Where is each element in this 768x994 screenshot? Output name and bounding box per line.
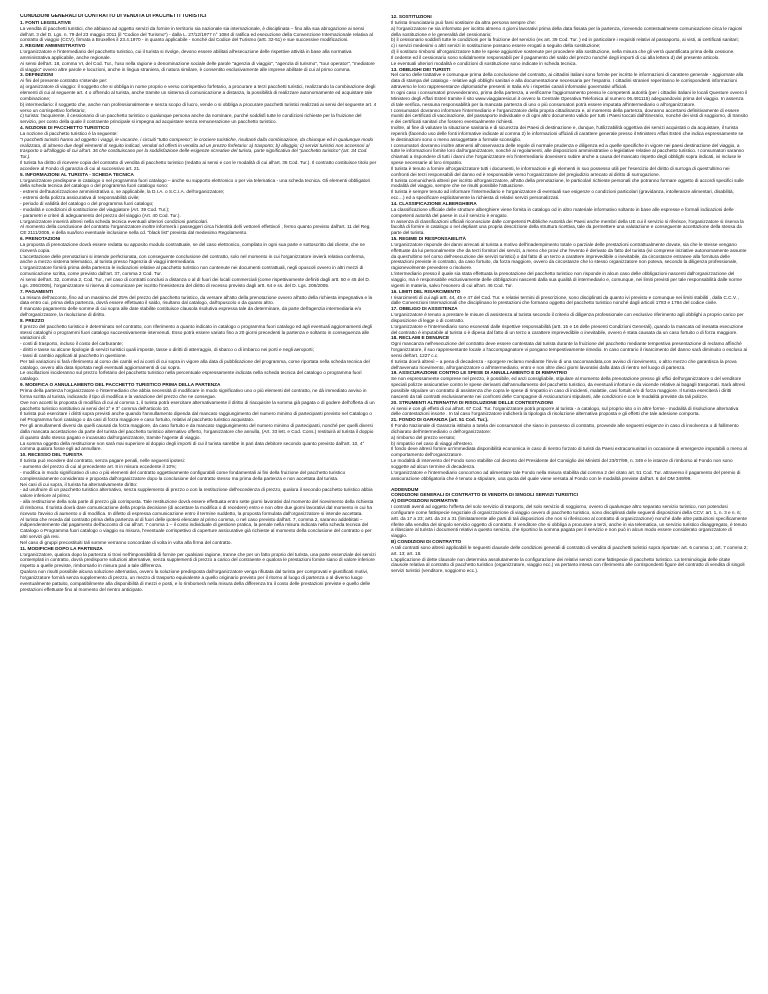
paragraph: L'intermediario presso il quale sia stata effettuata la prenotazione del pacchetto turistico non risponde in alcun caso delle obbligazioni nascenti dall'organizzazione del viaggio, ma è responsabile esclusivamente delle obbligazioni nascenti dalla sua qualità di intermediario e, comunque, nei limiti previsti per tale responsabilità dalle norme vigenti in materia, salvo l'esonero di cui all'art. 46 Cod. Tur.: [391, 271, 742, 288]
paragraph: Nel corso delle trattative e comunque prima della conclusione del contratto, ai cittadini italiani sono fornite per iscritto le informazioni di carattere generale - aggiornate alla data di stampa del catalogo - relative agli obblighi sanitari e alla documentazione necessaria per l'espatrio. I cittadini stranieri reperiranno le corrispondenti informazioni attraverso le loro rappresentanze diplomatiche presenti in Italia e/o i rispettivi canali informativi governativi ufficiali.: [391, 72, 744, 90]
paragraph: L'organizzatore inserirà altresì nella scheda tecnica eventuali ulteriori condizioni particolari.: [20, 218, 209, 224]
paragraph: I contratti aventi ad oggetto l'offerta del solo servizio di trasporto, del solo servizio di soggiorno, ovvero di qualunque altro separato servizio turistico, non potendosi configurare come fattispecie negoziale di organizzazione di viaggio ovvero di pacchetto turistico, sono disciplinati dalle seguenti disposizioni della CCV: art. 1, n. 3 e n. 6; artt. da 17 a 23; artt. da 24 a 31 (limitatamente alle parti di tali disposizioni che non si riferiscono al contratto di organizzazione) nonché dalle altre pattuizioni specificamente riferite alla vendita del singolo servizio oggetto di contratto. Il venditore che si obbliga a procurare a terzi, anche in via telematica, un servizio turistico disaggregato, è tenuto a rilasciare al turista i documenti relativi a questo servizio, che riportino la somma pagata per il servizio e non può in alcun modo essere considerato organizzatore di viaggio.: [391, 504, 747, 539]
paragraph: - estremi dell'autorizzazione amministrativa o, se applicabile, la D.I.A. o S.C.I.A. dell'organizzatore;: [20, 189, 225, 195]
paragraph: Il turista dovrà altresì – a pena di decadenza - sporgere reclamo mediante l'invio di una raccomandata,con avviso di ricevimento, o altro mezzo che garantisca la prova dell'avvenuto ricevimento, all'organizzatore o all'intermediario, entro e non oltre dieci giorni lavorativi dalla data di rientro nel luogo di partenza.: [391, 358, 737, 370]
section-heading: 16. LIMITI DEL RISARCIMENTO: [391, 288, 461, 294]
quoted-definition: "I pacchetti turistici hanno ad oggetto i viaggi, le vacanze, i circuiti "tutto compreso", le crociere turistiche, risultanti dalla combinazione, da chiunque ed in qualunque modo realizzata, di almeno due degli elementi di seguito indicati, venduti od offerti in vendita ad un prezzo forfetario: a) trasporto; b) alloggio; c) servizi turistici non accessori al trasporto o all'alloggio di cui all'art. 36 che costituiscano per la soddisfazione delle esigenze ricreative del turista, parte significativa del "pacchetto turistico" (art. 34 Cod. Tur.).: [20, 136, 374, 160]
paragraph: Ai sensi e con gli effetti di cui all'art. 67 Cod. Tur. l'organizzatore potrà proporre al turista - a catalogo, sul proprio sito o in altre forme - modalità di risoluzione alternativa delle contestazioni insorte . In tal caso l'organizzatore indicherà la tipologia di risoluzione alternativa proposta e gli effetti che tale adesione comporta.: [391, 405, 739, 417]
paragraph: L'applicazione di dette clausole non determina assolutamente la configurazione dei relativi servizi come fattispecie di pacchetto turistico. La terminologia delle citate clausole relativa al contratto di pacchetto turistico (organizzatore, viaggio ecc.) va pertanto intesa con riferimento alle corrispondenti figure del contratto di vendita di singoli servizi turistici (venditore, soggiorno ecc.).: [391, 556, 745, 574]
paragraph: - tassi di cambio applicati al pacchetto in questione.: [20, 352, 127, 358]
paragraph: Il turista ha diritto di ricevere copia del contratto di vendita di pacchetto turistico (redatto ai sensi e con le modalità di cui all'art. 35 Cod. Tur.). Il contratto costituisce titolo per accedere al Fondo di garanzia di cui al successivo art. 21.: [20, 160, 377, 171]
paragraph: L'organizzatore fornirà prima della partenza le indicazioni relative al pacchetto turistico non contenute nei documenti contrattuali, negli opuscoli ovvero in altri mezzi di comunicazione scritta, come previsto dall'art. 37, comma 2 Cod. Tur.: [20, 265, 364, 277]
left-column: [20, 14, 377, 986]
section-heading: 5. INFORMAZIONI AL TURISTA - SCHEDA TECNICA: [20, 171, 134, 177]
paragraph: - modalità e condizioni di sostituzione del viaggiatore (Art. 39 Cod. Tur.);: [20, 206, 170, 212]
paragraph: Il prezzo del pacchetto turistico è determinato nel contratto, con riferimento a quanto indicato in catalogo o programma fuori catalogo ed agli eventuali aggiornamenti degli stessi cataloghi o programmi fuori catalogo successivamente intervenuti. Esso potrà essere variato fino a 20 giorni precedenti la partenza e soltanto in conseguenza alle variazioni di:: [20, 323, 373, 341]
section-heading: 12. SOSTITUZIONI: [391, 14, 432, 19]
paragraph: Inoltre, al fine di valutare la situazione sanitaria e di sicurezza dei Paesi di destinazione e, dunque, l'utilizzabilità oggettiva dei servizi acquistati o da acquistare, il turista reperirà (facendo uso delle fonti informative indicate al comma 2) le informazioni ufficiali di carattere generale presso il Ministero Affari Esteri che indica espressamente se le destinazioni sono o meno assoggettate a formale sconsiglio.: [391, 125, 744, 142]
section-heading: 11. MODIFICHE DOPO LA PARTENZA: [20, 545, 103, 551]
section-heading: 20. STRUMENTI ALTERNATIVI DI RISOLUZIONE DELLE CONTESTAZIONI: [391, 399, 553, 405]
paragraph: Il turista può recedere dal contratto, senza pagare penali, nelle seguenti ipotesi:: [20, 458, 185, 464]
paragraph: - periodo di validità del catalogo o del programma fuori catalogo;: [20, 201, 154, 206]
paragraph: I risarcimenti di cui agli artt. 44, 45 e 47 del Cod. Tur. e relativi termini di prescrizione, sono disciplinati da quanto ivi previsto e comunque nei limiti stabiliti , dalla C.C.V. , dalle Convenzioni Internazionali che disciplinano le prestazioni che formano oggetto del pacchetto turistico nonché dagli articoli 1783 e 1784 del codice civile.: [391, 294, 740, 306]
paragraph: Se non espressamente comprese nel prezzo, è possibile, ed anzi consigliabile, stipulare al momento della prenotazione presso gli uffici dell'organizzatore o del venditore speciali polizze assicurative contro le spese derivanti dall'annullamento del pacchetto turistico, da eventuali infortuni e da vicende relative ai bagagli trasportati. Sarà altresì possibile stipulare un contratto di assistenza che copra le spese di rimpatrio in caso di incidenti, malattie, casi fortuiti e/o di forza maggiore. Il turista eserciterà i diritti nascenti da tali contratti esclusivamente nei confronti delle Compagnie di Assicurazioni stipulanti, alle condizioni e con le modalità previste da tali polizze.: [391, 376, 746, 399]
paragraph: Il turista è tenuto a fornire all'organizzatore tutti i documenti, le informazioni e gli elementi in suo possesso utili per l'esercizio del diritto di surroga di quest'ultimo nei confronti dei terzi responsabili del danno ed è responsabile verso l'organizzatore del pregiudizio arrecato al diritto di surrogazione.: [391, 165, 730, 177]
paragraph: Qualora non risulti possibile alcuna soluzione alternativa, ovvero la soluzione predisposta dall'organizzatore venga rifiutata dal turista per comprovati e giustificati motivi, l'organizzatore fornirà senza supplemento di prezzo, un mezzo di trasporto equivalente a quello originario previsto per il ritorno al luogo di partenza o al diverso luogo eventualmente pattuito, compatibilmente alla disponibilità di mezzi e posti, e lo rimborserà nella misura della differenza tra il costo delle prestazioni previste e quello delle prestazioni effettuate fino al momento del rientro anticipato.: [20, 569, 371, 592]
section-heading: 19. ASSICURAZIONE CONTRO LE SPESE DI ANNULLAMENTO E DI RIMPATRIO: [391, 370, 568, 376]
paragraph: Ai sensi dell'art. 18, comma VI, del Cod. Tur., l'uso nella ragione o denominazione sociale delle parole "agenzia di viaggio", "agenzia di turismo", "tour operator", "mediatore di viaggio" ovvero altre parole e locuzioni, anche in lingua straniera, di natura similare, è consentito esclusivamente alle imprese abilitate di cui al primo comma.: [20, 60, 375, 72]
paragraph: In assenza di classificazioni ufficiali riconosciute dalle competenti Pubbliche Autorità dei Paesi anche membri della UE cui il servizio si riferisce, l'organizzatore si riserva la facoltà di fornire in catalogo o nel depliant una propria descrizione della struttura ricettiva, tale da permettere una valutazione e conseguente accettazione della stessa da parte del turista.: [391, 218, 744, 236]
addendum-subtitle: CONDIZIONI GENERALI DI CONTRATTO DI VENDITA DI SINGOLI SERVIZI TURISTICI: [391, 492, 578, 498]
paragraph: Al turista che receda dal contratto prima della partenza al di fuori delle ipotesi elencate al primo comma, o nel caso previsto dall'art. 7, comma 2, saranno addebitati – indipendentemente dal pagamento dell'acconto di cui all'art. 7 comma 1 – il costo individuale di gestione pratica, la penale nella misura indicata nella scheda tecnica del Catalogo o Programma fuori catalogo o viaggio su misura, l'eventuale corrispettivo di coperture assicurative già richieste al momento della conclusione del contratto o per altri servizi già resi.: [20, 516, 372, 540]
paragraph: b) intermediario: il soggetto che, anche non professionalmente e senza scopo di lucro, vende o si obbliga a procurare pacchetti turistici realizzati ai sensi del seguente art. 4 verso un corrispettivo forfetario;: [20, 101, 377, 113]
paragraph: Il fondo deve altresì fornire un'immediata disponibilità economica in caso di rientro forzato di turisti da Paesi extracomunitari in occasione di emergenze imputabili o meno al comportamento dell'organizzatore.: [391, 446, 748, 458]
paragraph: d) il sostituto rimborsi all'organizzatore tutte le spese aggiuntive sostenute per procedere alla sostituzione, nella misura che gli verrà quantificata prima della cessione.: [391, 49, 735, 55]
paragraph: In ogni caso i consumatori provvederanno, prima della partenza, a verificarne l'aggiornamento presso le competenti autorità (per i cittadini italiani le locali Questure ovvero il Ministero degli Affari Esteri tramite il sito www.viaggiaresicuri.it ovvero la Centrale Operativa Telefonica al numero 06.491115) adeguandovisi prima del viaggio. In assenza di tale verifica, nessuna responsabilità per la mancata partenza di uno o più consumatori potrà essere imputata all'intermediario o all'organizzatore.: [391, 89, 748, 107]
paragraph: L'organizzatore e l'intermediario concorrono ad alimentare tale Fondo nella misura stabilita dal comma 2 del citato art. 51 Cod. Tur. attraverso il pagamento del premio di assicurazione obbligatoria che è tenuto a stipulare, una quota del quale viene versata al Fondo con le modalità previste dall'art. 6 del DM 349/99.: [391, 469, 741, 481]
paragraph: Le modalità di intervento del Fondo sono stabilite col decreto del Presidente del Consiglio dei Ministri del 23/07/99, n. 349 e le istanze di rimborso al Fondo non sono soggette ad alcun termine di decadenza.: [391, 458, 733, 469]
section-heading: 10. RECESSO DEL TURISTA: [20, 452, 83, 458]
document-title: CONDIZIONI GENERALI DI CONTRATTO DI VENDITA DI PACCHETTI TURISTICI: [20, 14, 207, 19]
section-heading: 7. PAGAMENTI: [20, 288, 53, 294]
paragraph: - estremi della polizza assicurativa di responsabilità civile;: [20, 195, 140, 201]
paragraph: Ogni mancanza nell'esecuzione del contratto deve essere contestata dal turista durante la fruizione del pacchetto mediante tempestiva presentazione di reclamo affinché l'organizzatore, il suo rappresentante locale o l'accompagnatore vi pongano tempestivamente rimedio. In caso contrario il risarcimento del danno sarà diminuito o escluso ai sensi dell'art. 1227 c.c.: [391, 341, 748, 358]
paragraph: L'organizzatore, qualora dopo la partenza si trovi nell'impossibilità di fornire per qualsiasi ragione, tranne che per un fatto proprio del turista, una parte essenziale dei servizi contemplati in contratto, dovrà predisporre soluzioni alternative, senza supplementi di prezzo a carico del contraente e qualora le prestazioni fornite siano di valore inferiore rispetto a quelle previste, rimborsarlo in misura pari a tale differenza.: [20, 551, 376, 569]
addendum-title: ADDENDUM: [391, 486, 419, 492]
paragraph: La somma oggetto della restituzione non sarà mai superiore al doppio degli importi di cui il turista sarebbe in pari data debitore secondo quanto previsto dall'art. 10, 4° comma qualora fosse egli ad annullare.: [20, 440, 365, 452]
section-heading: 3. DEFINIZIONI: [20, 72, 54, 78]
paragraph: a) l'organizzatore ne sia informato per iscritto almeno 4 giorni lavorativi prima della data fissata per la partenza, ricevendo contestualmente comunicazione circa le ragioni della sostituzione e le generalità del cessionario;: [391, 25, 743, 37]
paragraph: - ad usufruire di un pacchetto turistico alternativo, senza supplemento di prezzo o con la restituzione dell'eccedenza di prezzo, qualora il secondo pacchetto turistico abbia valore inferiore al primo;: [20, 487, 373, 499]
paragraph: Le oscillazioni incideranno sul prezzo forfetario del pacchetto turistico nella percentuale espressamente indicata nella scheda tecnica del catalogo o programma fuori catalogo.: [20, 370, 362, 382]
paragraph: b) rimpatrio nel caso di viaggi all'estero.: [391, 440, 474, 446]
paragraph: Ai sensi dell'art. 32, comma 2, Cod. Tur., nel caso di contratti conclusi a distanza o al di fuori dei locali commerciali (come rispettivamente definiti dagli artt. 50 e 45 del D. Lgs. 206/2005), l'organizzatore si riserva di comunicare per iscritto l'inesistenza del diritto di recesso previsto dagli artt. 64 e ss. del D. Lgs. 206/2005.: [20, 276, 371, 288]
paragraph: Ai fini del presente contratto s'intende per:: [20, 78, 108, 84]
section-heading: B) CONDIZIONI DI CONTRATTO: [391, 539, 462, 545]
section-heading: 8. PREZZO: [20, 317, 45, 323]
paragraph: - parametri e criteri di adeguamento del prezzo del viaggio (Art. 40 Cod. Tur.).: [20, 212, 181, 218]
paragraph: I consumatori dovranno inoltre attenersi all'osservanza delle regole di normale prudenza e diligenza ed a quelle specifiche in vigore nei paesi destinazione del viaggio, a tutte le informazioni fornite loro dall'organizzatore, nonché ai regolamenti, alle disposizioni amministrative o legislative relative al pacchetto turistico. I consumatori saranno chiamati a rispondere di tutti i danni che l'organizzatore e/o l'intermediario dovessero subire anche a causa del mancato rispetto degli obblighi sopra indicati, ivi incluse le spese necessarie al loro rimpatrio.: [391, 142, 744, 166]
section-heading: 14. CLASSIFICAZIONE ALBERGHIERA: [391, 201, 477, 206]
section-heading: 6. PRENOTAZIONI: [20, 236, 61, 242]
paragraph: b) il cessionario soddisfi tutte le condizioni per la fruizione del servizio (ex art. 39 Cod. Tur. ) ed in particolare i requisiti relativi al passaporto, ai visti, ai certificati sanitari;: [391, 37, 739, 43]
paragraph: Nei casi di cui sopra, il turista ha alternativamente diritto:: [20, 481, 138, 487]
paragraph: Il cedente ed il cessionario sono solidalmente responsabili per il pagamento del saldo del prezzo nonché degli importi di cui alla lettera d) del presente articolo.: [391, 54, 720, 60]
paragraph: Il turista comunicherà altresì per iscritto all'organizzatore, all'atto della prenotazione, le particolari richieste personali che potranno formare oggetto di accordi specifici sulle modalità del viaggio, sempre che ne risulti possibile l'attuazione.: [391, 177, 744, 189]
section-heading: 18. RECLAMI E DENUNCE: [391, 335, 450, 341]
paragraph: Nel caso di gruppi precostituiti tali somme verranno concordate di volta in volta alla firma del contratto.: [20, 539, 232, 545]
section-heading: 21. FONDO DI GARANZIA (art. 51 Cod. Tur.).: [391, 417, 489, 423]
paragraph: Il turista può esercitare i diritti sopra previsti anche quando l'annullamento dipenda dal mancato raggiungimento del numero minimo di partecipanti previsto nel Catalogo o nel Programma fuori catalogo o da casi di forza maggiore e caso fortuito, relativi al pacchetto turistico acquistato.: [20, 411, 372, 423]
paragraph: L'accettazione delle prenotazioni si intende perfezionata, con conseguente conclusione del contratto, solo nel momento in cui l'organizzatore invierà relativa conferma, anche a mezzo sistema telematico, al turista presso l'agenzia di viaggi intermediaria.: [20, 253, 365, 265]
paragraph: - diritti e tasse su alcune tipologie di servizi turistici quali imposte, tasse o diritti di atterraggio, di sbarco o di imbarco nei porti e negli aeroporti;: [20, 347, 314, 353]
paragraph: A tali contratti sono altresì applicabili le seguenti clausole delle condizioni generali di contratto di vendita di pacchetti turistici sopra riportate: art. 6 comma 1; art. 7 comma 2; art. 13; art. 18.: [391, 544, 748, 556]
paragraph: La misura dell'acconto, fino ad un massimo del 25% del prezzo del pacchetto turistico, da versare all'atto della prenotazione ovvero all'atto della richiesta impegnativa e la data entro cui, prima della partenza, dovrà essere effettuato il saldo, risultano dal catalogo, dall'opuscolo o da quanto altro.: [20, 294, 373, 306]
paragraph: Il turista rinunciatario può farsi sostituire da altra persona sempre che:: [391, 19, 536, 25]
document-page: [20, 14, 748, 986]
paragraph: c) turista: l'acquirente, il cessionario di un pacchetto turistico o qualunque persona anche da nominare, purché soddisfi tutte le condizioni richieste per la fruizione del servizio, per conto della quale il contraente principale si impegna ad acquistare senza remunerazione un pacchetto turistico.: [20, 113, 362, 125]
paragraph: L'organizzatore è tenuto a prestare le misure di assistenza al turista secondo il criterio di diligenza professionale con esclusivo riferimento agli obblighi a proprio carico per disposizione di legge o di contratto.: [391, 312, 744, 323]
paragraph: I consumatori dovranno informare l'intermediario e l'organizzatore della propria cittadinanza e, al momento della partenza, dovranno accertarsi definitivamente di essere muniti dei certificati di vaccinazione, del passaporto individuale e di ogni altro documento valido per tutti i Paesi toccati dall'itinerario, nonché dei visti di soggiorno, di transito e dei certificati sanitari che fossero eventualmente richiesti.: [391, 107, 748, 125]
paragraph: - alla restituzione della sola parte di prezzo già corrisposta. Tale restituzione dovrà essere effettuata entro sette giorni lavorativi dal momento del ricevimento della richiesta di rimborso. Il turista dovrà dare comunicazione della propria decisione (di accettare la modifica o di recedere) entro e non oltre due giorni lavorativi dal momento in cui ha ricevuto l'avviso di aumento o di modifica. In difetto di espressa comunicazione entro il termine suddetto, la proposta formulata dall'organizzatore si intende accettata.: [20, 499, 374, 516]
paragraph: Il turista è sempre tenuto ad informare l'intermediario e l'organizzatore di eventuali sue esigenze o condizioni particolari (gravidanza, intolleranze alimentari, disabilità, ecc…) ed a specificare esplicitamente la richiesta di relativi servizi personalizzati.: [391, 189, 734, 201]
section-heading: 2. REGIME AMMINISTRATIVO: [20, 43, 86, 49]
paragraph: - costi di trasporto, incluso il costo del carburante;: [20, 341, 123, 347]
section-heading: 4. NOZIONE DI PACCHETTO TURISTICO: [20, 125, 110, 131]
paragraph: L'organizzatore risponde dei danni arrecati al turista a motivo dell'inadempimento totale o parziale delle prestazioni contrattualmente dovute, sia che le stesse vengano effettuate da lui personalmente che da terzi fornitori dei servizi, a meno che provi che l'evento è derivato da fatto del turista (ivi comprese iniziative autonomamente assunte da quest'ultimo nel corso dell'esecuzione dei servizi turistici) o dal fatto di un terzo a carattere imprevedibile o inevitabile, da circostanze estranee alla fornitura delle prestazioni previste in contratto, da caso fortuito, da forza maggiore, ovvero da circostanze che lo stesso organizzatore non poteva, secondo la diligenza professionale, ragionevolmente prevedere o risolvere.: [391, 241, 747, 271]
paragraph: Prima della partenza l'organizzatore o l'intermediario che abbia necessità di modificare in modo significativo uno o più elementi del contratto, ne dà immediato avviso in forma scritta al turista, indicando il tipo di modifica e la variazione del prezzo che ne consegue.: [20, 388, 367, 399]
paragraph: L'organizzatore predispone in catalogo o nel programma fuori catalogo – anche su supporto elettronico o per via telematica - una scheda tecnica. Gli elementi obbligatori della scheda tecnica del catalogo o del programma fuori catalogo sono:: [20, 177, 371, 189]
right-column: [391, 14, 748, 986]
section-heading: 1. FONTI LEGISLATIVE: [20, 19, 71, 25]
paragraph: L'organizzatore e l'intermediario sono esonerati dalle rispettive responsabilità (artt. 15 e 16 delle presenti Condizioni Generali), quando la mancata od inesatta esecuzione del contratto è imputabile al turista o è dipesa dal fatto di un terzo a carattere imprevedibile o inevitabile, ovvero è stata causata da un caso fortuito o di forza maggiore.: [391, 323, 744, 335]
paragraph: a) rimborso del prezzo versato;: [391, 434, 456, 440]
paragraph: Il Fondo Nazionale di Garanzia istituito a tutela dei consumatori che siano in possesso di contratto, provvede alle seguenti esigenze in caso di insolvenza o di fallimento dichiarato dell'intermediario o dell'organizzatore:: [391, 423, 739, 434]
section-heading: 9. MODIFICA O ANNULLAMENTO DEL PACCHETTO TURISTICO PRIMA DELLA PARTENZA: [20, 382, 221, 388]
paragraph: a) organizzatore di viaggio: il soggetto che si obbliga in nome proprio e verso corrispettivo forfetario, a procurare a terzi pacchetti turistici, realizzando la combinazione degli elementi di cui al seguente art. 4 o offrendo al turista, anche tramite un sistema di comunicazione a distanza, la possibilità di realizzare autonomamente ed acquistare tale combinazione;: [20, 84, 376, 101]
section-heading: A) DISPOSIZIONI NORMATIVE: [391, 498, 458, 504]
paragraph: Le eventuali ulteriori modalità e condizioni di sostituzione sono indicate in scheda tecnica.: [391, 60, 577, 66]
paragraph: Ove non accetti la proposta di modifica di cui al comma 1, il turista potrà esercitare alternativamente il diritto di riacquisire la somma già pagata o di godere dell'offerta di un pacchetto turistico sostitutivo ai sensi del 2° e 3° comma dell'articolo 10.: [20, 399, 375, 411]
section-heading: 13. OBBLIGHI DEI TURISTI: [391, 66, 451, 72]
paragraph: La vendita di pacchetti turistici, che abbiano ad oggetto servizi da fornire in territorio sia nazionale sia internazionale, è disciplinata – fino alla sua abrogazione ai sensi dell'art. 3 del D. Lgs. n. 79 del 23 maggio 2011 (il "Codice del Turismo") - dalla L. 27/12/1977 n° 1084 di ratifica ed esecuzione della Convenzione Internazionale relativa al contratto di viaggio (CCV), firmata a Bruxelles il 23.4.1970 - in quanto applicabile - nonché dal Codice del Turismo (artt. 32-51) e sue successive modificazioni.: [20, 25, 373, 43]
paragraph: - modifica in modo significativo di uno o più elementi del contratto oggettivamente configurabili come fondamentali ai fini della fruizione del pacchetto turistico complessivamente considerato e proposta dall'organizzatore dopo la conclusione del contratto stesso ma prima della partenza e non accettata dal turista.: [20, 469, 346, 481]
paragraph: La proposta di prenotazione dovrà essere redatta su apposito modulo contrattuale, se del caso elettronico, compilato in ogni sua parte e sottoscritto dal cliente, che ne riceverà copia.: [20, 241, 366, 253]
paragraph: Al momento della conclusione del contratto l'organizzatore inoltre informerà i passeggeri circa l'identità del/i vettore/i effettivo/i , fermo quanto previsto dall'art. 11 del Reg. CE 2111/2005, e della sua/loro eventuale inclusione nella cd. "black list" prevista dal medesimo Regolamento.: [20, 224, 371, 236]
paragraph: Per tali variazioni si farà riferimento al corso dei cambi ed ai costi di cui sopra in vigore alla data di pubblicazione del programma, come riportata nella scheda tecnica del catalogo, ovvero alla data riportata negli eventuali aggiornamenti di cui sopra.: [20, 358, 370, 370]
paragraph: La classificazione ufficiale delle strutture alberghiere viene fornita in catalogo od in altro materiale informativo soltanto in base alle espresse e formali indicazioni delle competenti autorità del paese in cui il servizio è erogato.: [391, 206, 734, 218]
paragraph: - aumento del prezzo di cui al precedente art. 8 in misura eccedente il 10%;: [20, 463, 177, 469]
paragraph: Il mancato pagamento delle somme di cui sopra alle date stabilite costituisce clausola risolutiva espressa tale da determinare, da parte dell'agenzia intermediaria e/o dell'organizzatore, la risoluzione di diritto.: [20, 306, 362, 318]
paragraph: c) i servizi medesimi o altri servizi in sostituzione possano essere erogati a seguito della sostituzione;: [391, 43, 601, 49]
section-heading: 17. OBBLIGO DI ASSISTENZA: [391, 306, 458, 312]
paragraph: La nozione di pacchetto turistico è la seguente:: [20, 130, 118, 136]
paragraph: Per gli annullamenti diversi da quelli causati da forza maggiore, da caso fortuito e da mancato raggiungimento del numero minimo di partecipanti, nonché per quelli diversi dalla mancata accettazione da parte del turista del pacchetto turistico alternativo offerto, l'organizzatore che annulla, (Art. 33 lett. e Cod. Cons.) restituirà al turista il doppio di quanto dallo stesso pagato e incassato dall'organizzatore, tramite l'agente di viaggio.: [20, 423, 374, 440]
section-heading: 15. REGIME DI RESPONSABILITÀ: [391, 236, 467, 242]
paragraph: L'organizzatore e l'intermediario del pacchetto turistico, cui il turista si rivolge, devono essere abilitati all'esecuzione delle rispettive attività in base alla normativa amministrativa applicabile, anche regionale.: [20, 49, 352, 60]
